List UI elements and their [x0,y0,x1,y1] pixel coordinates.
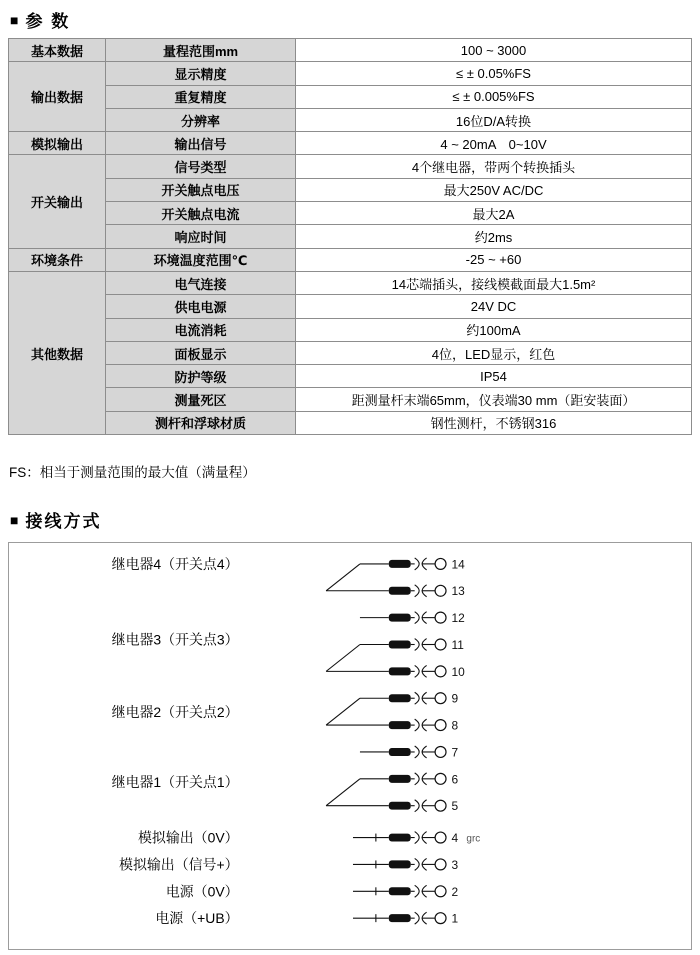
terminal-pin-14 [360,557,465,571]
relay-switch-arm [326,779,360,806]
table-row [9,155,692,178]
spec-param-cell: 响应时间 [106,225,296,248]
plug-icon [389,887,411,895]
table-row [9,178,692,201]
terminal-pin-5 [326,799,458,813]
table-row [9,248,692,271]
spec-group-cell: 输出数据 [9,62,106,132]
pin-number: 1 [451,911,459,926]
spec-param-cell: 开关触点电流 [106,202,296,225]
terminal-circle [435,800,446,811]
plug-icon [389,614,411,622]
pin-number: 13 [451,584,465,599]
spec-param-cell: 防护等级 [106,365,296,388]
plug-icon [389,694,411,702]
terminal-pin-1 [353,912,459,926]
plug-icon [389,775,411,783]
spec-param-cell: 分辨率 [106,108,296,131]
table-row [9,39,692,62]
spec-value-cell: 4 ~ 20mA 0~10V [296,132,692,155]
wiring-diagram-svg [9,543,691,949]
spec-param-cell: 开关触点电压 [106,178,296,201]
pin4-note: grc [466,833,481,845]
table-row [9,318,692,341]
spec-value-cell: 钢性测杆，不锈钢316 [296,411,692,434]
table-row [9,411,692,434]
plug-icon [389,834,411,842]
wiring-label: 模拟输出（0V） [137,829,239,846]
table-row [9,108,692,131]
terminal-pin-11 [360,638,464,652]
wiring-label: 继电器2（开关点2） [111,704,239,721]
spec-value-cell: IP54 [296,365,692,388]
pin-number: 6 [451,772,459,787]
terminal-pin-3 [353,858,459,872]
terminal-circle [435,693,446,704]
plug-icon [389,860,411,868]
table-row [9,271,692,294]
plug-icon [389,802,411,810]
plug-icon [389,721,411,729]
plug-icon [389,560,411,568]
terminal-circle [435,773,446,784]
terminal-pin-4 [353,831,480,845]
spec-value-cell: 最大250V AC/DC [296,178,692,201]
terminal-pin-9 [360,692,459,706]
wiring-label: 电源（0V） [165,883,239,900]
spec-value-cell: 16位D/A转换 [296,108,692,131]
spec-param-cell: 显示精度 [106,62,296,85]
spec-group-cell: 环境条件 [9,248,106,271]
table-row [9,341,692,364]
spec-param-cell: 量程范围mm [106,39,296,62]
spec-param-cell: 环境温度范围℃ [106,248,296,271]
spec-value-cell: 100 ~ 3000 [296,39,692,62]
terminal-circle [435,612,446,623]
spec-group-cell: 基本数据 [9,39,106,62]
table-row [9,295,692,318]
spec-group-cell: 其他数据 [9,271,106,434]
fs-footnote: FS：相当于测量范围的最大值（满量程） [9,465,256,480]
spec-value-cell: 约100mA [296,318,692,341]
spec-param-cell: 测杆和浮球材质 [106,411,296,434]
plug-icon [389,748,411,756]
relay-switch-arm [326,564,360,591]
wiring-label: 电源（+UB） [155,910,239,927]
spec-value-cell: ≤ ± 0.005%FS [296,85,692,108]
pin-number: 9 [451,691,459,706]
terminal-pin-6 [360,772,459,786]
spec-value-cell: 4个继电器，带两个转换插头 [296,155,692,178]
spec-value-cell: 约2ms [296,225,692,248]
spec-value-cell: 距测量杆末端65mm，仪表端30 mm（距安装面） [296,388,692,411]
spec-value-cell: 最大2A [296,202,692,225]
spec-param-cell: 输出信号 [106,132,296,155]
spec-param-cell: 供电电源 [106,295,296,318]
terminal-circle [435,832,446,843]
pin-number: 8 [451,718,459,733]
spec-value-cell: 24V DC [296,295,692,318]
spec-param-cell: 电气连接 [106,271,296,294]
terminal-circle [435,720,446,731]
plug-icon [389,641,411,649]
table-row [9,202,692,225]
spec-param-cell: 电流消耗 [106,318,296,341]
table-row [9,132,692,155]
terminal-pin-13 [326,584,465,598]
terminal-circle [435,886,446,897]
plug-icon [389,587,411,595]
wiring-label: 继电器4（开关点4） [111,555,239,572]
wiring-label: 模拟输出（信号+） [119,856,239,873]
spec-value-cell: ≤ ± 0.05%FS [296,62,692,85]
terminal-pin-12 [360,611,465,625]
terminal-circle [435,639,446,650]
section-title-text: 接线方式 [25,512,102,531]
terminal-pin-8 [326,719,458,733]
wiring-label: 继电器3（开关点3） [111,631,239,648]
pin-number: 3 [451,857,459,872]
table-row [9,85,692,108]
spec-group-cell: 开关输出 [9,155,106,248]
terminal-pin-2 [353,885,459,899]
section-marker-icon: ■ [10,511,19,528]
pin-number: 2 [451,884,459,899]
spec-table [8,38,692,435]
relay-switch-arm [326,645,360,672]
spec-group-cell: 模拟输出 [9,132,106,155]
terminal-circle [435,585,446,596]
section-marker-icon: ■ [10,11,19,28]
section-title-text: 参 数 [25,12,71,31]
table-row [9,62,692,85]
terminal-pin-10 [326,665,465,679]
plug-icon [389,914,411,922]
terminal-circle [435,558,446,569]
section-title-params [10,7,70,32]
pin-number: 5 [451,799,459,814]
relay-switch-arm [326,698,360,725]
spec-value-cell: -25 ~ +60 [296,248,692,271]
pin-number: 4 [451,831,459,846]
spec-param-cell: 测量死区 [106,388,296,411]
terminal-circle [435,859,446,870]
terminal-circle [435,666,446,677]
pin-number: 11 [451,637,464,652]
section-title-wiring [10,507,101,532]
terminal-pin-7 [360,745,459,759]
pin-number: 14 [451,557,465,572]
plug-icon [389,667,411,675]
terminal-circle [435,913,446,924]
pin-number: 7 [451,745,459,760]
table-row [9,388,692,411]
spec-param-cell: 面板显示 [106,341,296,364]
terminal-circle [435,746,446,757]
table-row [9,225,692,248]
spec-param-cell: 重复精度 [106,85,296,108]
spec-param-cell: 信号类型 [106,155,296,178]
table-row [9,365,692,388]
wiring-diagram [8,542,692,950]
pin-number: 10 [451,664,465,679]
spec-value-cell: 4位，LED显示，红色 [296,341,692,364]
wiring-label: 继电器1（开关点1） [111,773,239,790]
pin-number: 12 [451,611,465,626]
spec-value-cell: 14芯端插头，接线模截面最大1.5m² [296,271,692,294]
